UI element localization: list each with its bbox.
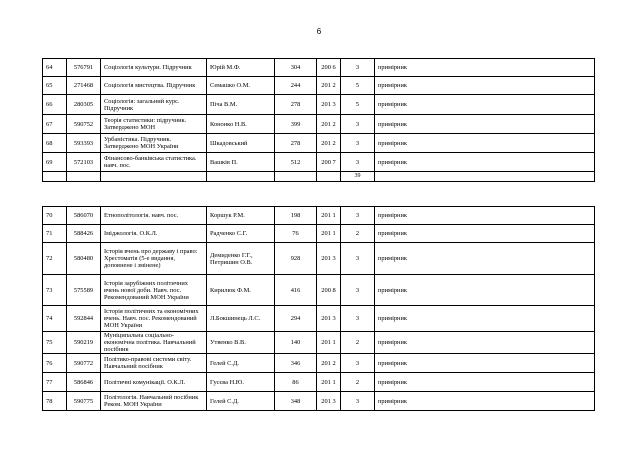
row-number: 74 <box>43 306 67 332</box>
table-row <box>43 306 595 332</box>
book-author: Піча В.М. <box>207 95 275 115</box>
book-author: Шкадовський <box>207 134 275 153</box>
table-row <box>43 332 595 354</box>
book-code: 592844 <box>67 306 101 332</box>
row-number: 65 <box>43 77 67 95</box>
publication-year: 201 3 <box>317 306 341 332</box>
copy-count: 3 <box>341 207 375 225</box>
publication-year: 201 2 <box>317 77 341 95</box>
unit-label: примірник <box>375 306 595 332</box>
page-count: 294 <box>275 306 317 332</box>
page-count: 244 <box>275 77 317 95</box>
table-row <box>43 373 595 392</box>
book-title: Історія вчень про державу і право: Хрестоматія (5-е видання, доповнене і змінене) <box>101 243 207 275</box>
book-title: Історія політичних та економічних вчень. Навч. пос. Рекомендований МОН України <box>101 306 207 332</box>
book-table-1 <box>42 58 595 182</box>
book-table-2 <box>42 206 595 411</box>
row-number: 72 <box>43 243 67 275</box>
unit-label: примірник <box>375 332 595 354</box>
publication-year: 201 2 <box>317 134 341 153</box>
book-author: Л.Бокшинець Л.С. <box>207 306 275 332</box>
table-row <box>43 95 595 115</box>
row-number: 66 <box>43 95 67 115</box>
copies-total: 39 <box>341 172 375 182</box>
book-title: Іміджологія. О.К.Л. <box>101 225 207 243</box>
empty-cell <box>275 172 317 182</box>
publication-year: 201 2 <box>317 354 341 373</box>
page-number: 6 <box>316 27 322 36</box>
row-number: 69 <box>43 153 67 172</box>
book-code: 586846 <box>67 373 101 392</box>
page-count: 512 <box>275 153 317 172</box>
row-number: 78 <box>43 392 67 411</box>
copy-count: 5 <box>341 77 375 95</box>
empty-cell <box>101 172 207 182</box>
page-count: 399 <box>275 115 317 134</box>
publication-year: 201 1 <box>317 332 341 354</box>
row-number: 68 <box>43 134 67 153</box>
table-row <box>43 225 595 243</box>
book-author: Радченко С.Г. <box>207 225 275 243</box>
page-count: 198 <box>275 207 317 225</box>
book-title: Теорія статистики: підручник. Затверджено МОН <box>101 115 207 134</box>
book-title: Муніципальна соціально-економічна політика. Навчальний посібник <box>101 332 207 354</box>
row-number: 67 <box>43 115 67 134</box>
table-row <box>43 59 595 77</box>
book-title: Політичні комунікації. О.К.Л. <box>101 373 207 392</box>
table-row <box>43 77 595 95</box>
book-author: Вашків П. <box>207 153 275 172</box>
book-author: Гелей С.Д. <box>207 392 275 411</box>
row-number: 70 <box>43 207 67 225</box>
table-row <box>43 354 595 373</box>
unit-label: примірник <box>375 77 595 95</box>
book-code: 280305 <box>67 95 101 115</box>
book-code: 590775 <box>67 392 101 411</box>
page-count: 76 <box>275 225 317 243</box>
table-row <box>43 115 595 134</box>
row-number: 64 <box>43 59 67 77</box>
book-author: Демиденко Г.Г., Петришин О.В. <box>207 243 275 275</box>
book-code: 588426 <box>67 225 101 243</box>
copy-count: 3 <box>341 306 375 332</box>
book-code: 575589 <box>67 275 101 306</box>
unit-label: примірник <box>375 225 595 243</box>
copy-count: 3 <box>341 115 375 134</box>
table-row <box>43 392 595 411</box>
book-title: Урбаністика. Підручник. Затверджено МОН України <box>101 134 207 153</box>
book-author: Кирилюк Ф.М. <box>207 275 275 306</box>
empty-cell <box>207 172 275 182</box>
book-author: Кононко Н.В. <box>207 115 275 134</box>
row-number: 75 <box>43 332 67 354</box>
page-count: 304 <box>275 59 317 77</box>
book-code: 586070 <box>67 207 101 225</box>
book-code: 271468 <box>67 77 101 95</box>
book-title: Історія зарубіжних політичних вчень нової доби. Навч. пос. Рекомендований МОН України <box>101 275 207 306</box>
page-count: 278 <box>275 134 317 153</box>
row-number: 76 <box>43 354 67 373</box>
unit-label: примірник <box>375 275 595 306</box>
book-title: Політико-правові системи світу. Навчальний посібник <box>101 354 207 373</box>
book-author: Коршук Р.М. <box>207 207 275 225</box>
row-number: 77 <box>43 373 67 392</box>
table-row <box>43 134 595 153</box>
book-code: 590219 <box>67 332 101 354</box>
book-code: 572103 <box>67 153 101 172</box>
row-number: 73 <box>43 275 67 306</box>
table-row <box>43 243 595 275</box>
publication-year: 201 3 <box>317 392 341 411</box>
book-code: 590752 <box>67 115 101 134</box>
book-author: Гусєва Н.Ю. <box>207 373 275 392</box>
unit-label: примірник <box>375 153 595 172</box>
unit-label: примірник <box>375 115 595 134</box>
book-author: Семашко О.М. <box>207 77 275 95</box>
unit-label: примірник <box>375 354 595 373</box>
row-number: 71 <box>43 225 67 243</box>
page-count: 346 <box>275 354 317 373</box>
copy-count: 3 <box>341 392 375 411</box>
unit-label: примірник <box>375 207 595 225</box>
copy-count: 5 <box>341 95 375 115</box>
table-row <box>43 275 595 306</box>
copy-count: 3 <box>341 153 375 172</box>
book-author: Утвенко В.В. <box>207 332 275 354</box>
unit-label: примірник <box>375 134 595 153</box>
copy-count: 3 <box>341 243 375 275</box>
book-author: Юрій М.Ф. <box>207 59 275 77</box>
empty-cell <box>43 172 67 182</box>
page-count: 86 <box>275 373 317 392</box>
publication-year: 200 6 <box>317 59 341 77</box>
book-title: Соціологія культури. Підручник <box>101 59 207 77</box>
book-code: 580480 <box>67 243 101 275</box>
book-title: Політологія. Навчальний посібник Реком. МОН України <box>101 392 207 411</box>
book-code: 590772 <box>67 354 101 373</box>
unit-label: примірник <box>375 392 595 411</box>
copy-count: 2 <box>341 225 375 243</box>
unit-label: примірник <box>375 373 595 392</box>
publication-year: 200 7 <box>317 153 341 172</box>
table-row <box>43 153 595 172</box>
copy-count: 3 <box>341 134 375 153</box>
publication-year: 200 8 <box>317 275 341 306</box>
book-title: Фінансово-банківська статистика. навч. пос. <box>101 153 207 172</box>
publication-year: 201 1 <box>317 225 341 243</box>
book-title: Соціологія: загальний курс. Підручник <box>101 95 207 115</box>
page-count: 416 <box>275 275 317 306</box>
page-count: 278 <box>275 95 317 115</box>
page-count: 928 <box>275 243 317 275</box>
copy-count: 3 <box>341 275 375 306</box>
book-title: Соціологія мистецтва. Підручник <box>101 77 207 95</box>
copy-count: 3 <box>341 354 375 373</box>
empty-cell <box>67 172 101 182</box>
copy-count: 3 <box>341 59 375 77</box>
page-count: 348 <box>275 392 317 411</box>
publication-year: 201 3 <box>317 95 341 115</box>
publication-year: 201 2 <box>317 115 341 134</box>
copy-count: 2 <box>341 332 375 354</box>
book-code: 593393 <box>67 134 101 153</box>
unit-label: примірник <box>375 95 595 115</box>
book-title: Етнополітологія. навч. пос. <box>101 207 207 225</box>
book-author: Гелей С.Д. <box>207 354 275 373</box>
page-count: 140 <box>275 332 317 354</box>
unit-label: примірник <box>375 59 595 77</box>
unit-label: примірник <box>375 243 595 275</box>
book-code: 576791 <box>67 59 101 77</box>
empty-cell <box>317 172 341 182</box>
empty-cell <box>375 172 595 182</box>
copy-count: 2 <box>341 373 375 392</box>
publication-year: 201 1 <box>317 207 341 225</box>
table-row <box>43 207 595 225</box>
total-row <box>43 172 595 182</box>
publication-year: 201 3 <box>317 243 341 275</box>
publication-year: 201 1 <box>317 373 341 392</box>
